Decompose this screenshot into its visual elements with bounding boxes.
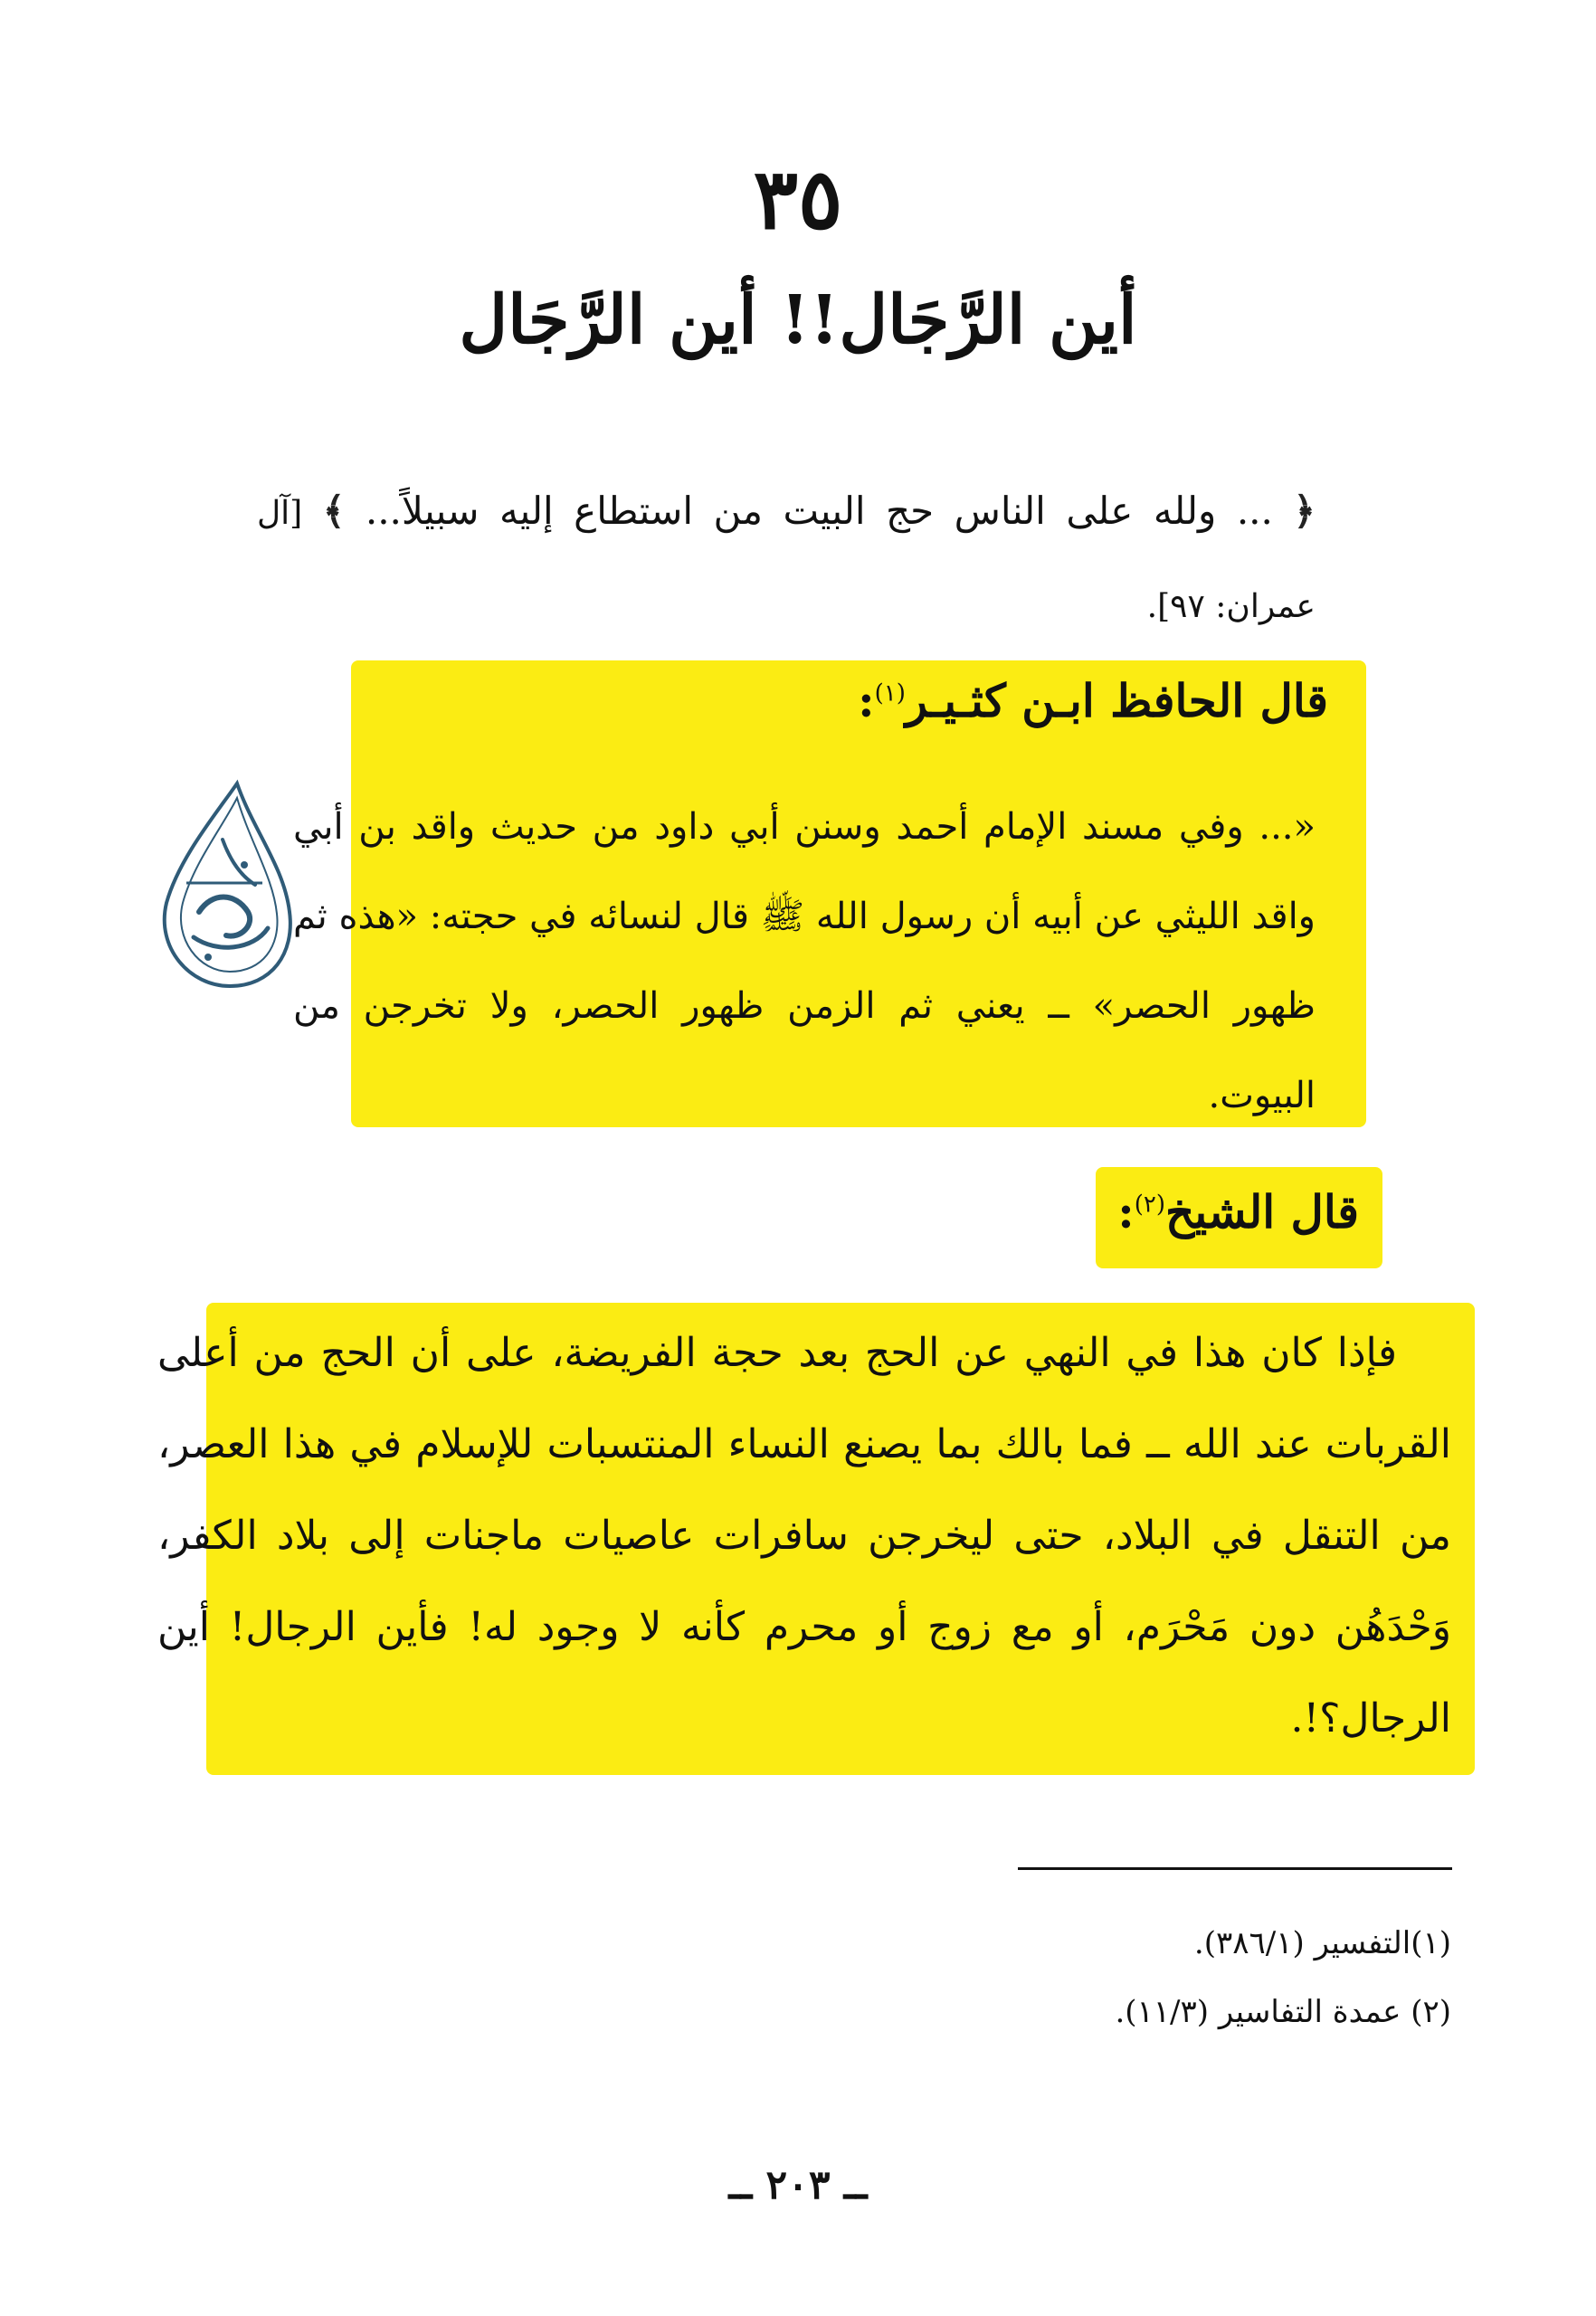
verse-open-bracket: ﴿ <box>1293 489 1316 533</box>
heading-colon: : <box>858 674 875 727</box>
publisher-logo-icon <box>154 776 299 993</box>
heading-colon: : <box>1117 1185 1135 1239</box>
verse-text: ... ولله على الناس حج البيت من استطاع إليه سبيلاً... <box>365 489 1273 533</box>
quran-verse <box>257 466 1316 652</box>
footnote-label: (٢) <box>1411 1994 1451 2030</box>
page-number: ــ ٢٠٣ ــ <box>728 2162 868 2208</box>
section-heading-text: قال الحافظ ابـن كثـيـر <box>905 674 1328 727</box>
footnote-mark-1[interactable]: (١) <box>874 679 906 707</box>
footnote-2 <box>1115 1994 1451 2031</box>
footnote-text: التفسير (٣٨٦/١). <box>1193 1925 1411 1961</box>
section-heading-text: قال الشيخ <box>1165 1185 1359 1239</box>
section-heading-ibn-kathir <box>858 674 1328 728</box>
verse-reference: [آل عمران: ٩٧]. <box>257 495 1316 625</box>
ibn-kathir-quote: «... وفي مسند الإمام أحمد وسنن أبي داود من حديث واقد بن أبي واقد الليثي عن أبيه أن رسول الله ﷺ قال لنسائه في حجته: «هذه ثم ظهور الحصر» ــ يعني ثم الزمن ظهور الحصر، ولا تخرجن من البيوت. <box>293 806 1316 1116</box>
sheikh-commentary: فإذا كان هذا في النهي عن الحج بعد حجة الفريضة، على أن الحج من أعلى القربات عند الله ــ فما بالك بما يصنع النساء المنتسبات للإسلام في هذا العصر، من التنقل في البلاد، حتى ليخرجن سافرات عاصيات ماجنات إلى بلاد الكفر، وَحْدَهُن دون مَحْرَم، أو مع زوج أو محرم كأنه لا وجود له! فأين الرجال! أين الرجال؟!. <box>157 1330 1451 1742</box>
section-heading-sheikh <box>1117 1185 1359 1239</box>
footnote-label: (١) <box>1411 1925 1451 1961</box>
chapter-title: أين الرَّجَال!! أين الرَّجَال <box>459 281 1137 359</box>
footnote-divider <box>1018 1867 1452 1870</box>
footnote-1 <box>1194 1925 1451 1962</box>
footnote-mark-2[interactable]: (٢) <box>1134 1191 1166 1219</box>
verse-close-bracket: ﴾ <box>322 489 346 533</box>
chapter-number: ٣٥ <box>753 150 843 248</box>
footnote-text: عمدة التفاسير (١١/٣). <box>1115 1994 1401 2030</box>
